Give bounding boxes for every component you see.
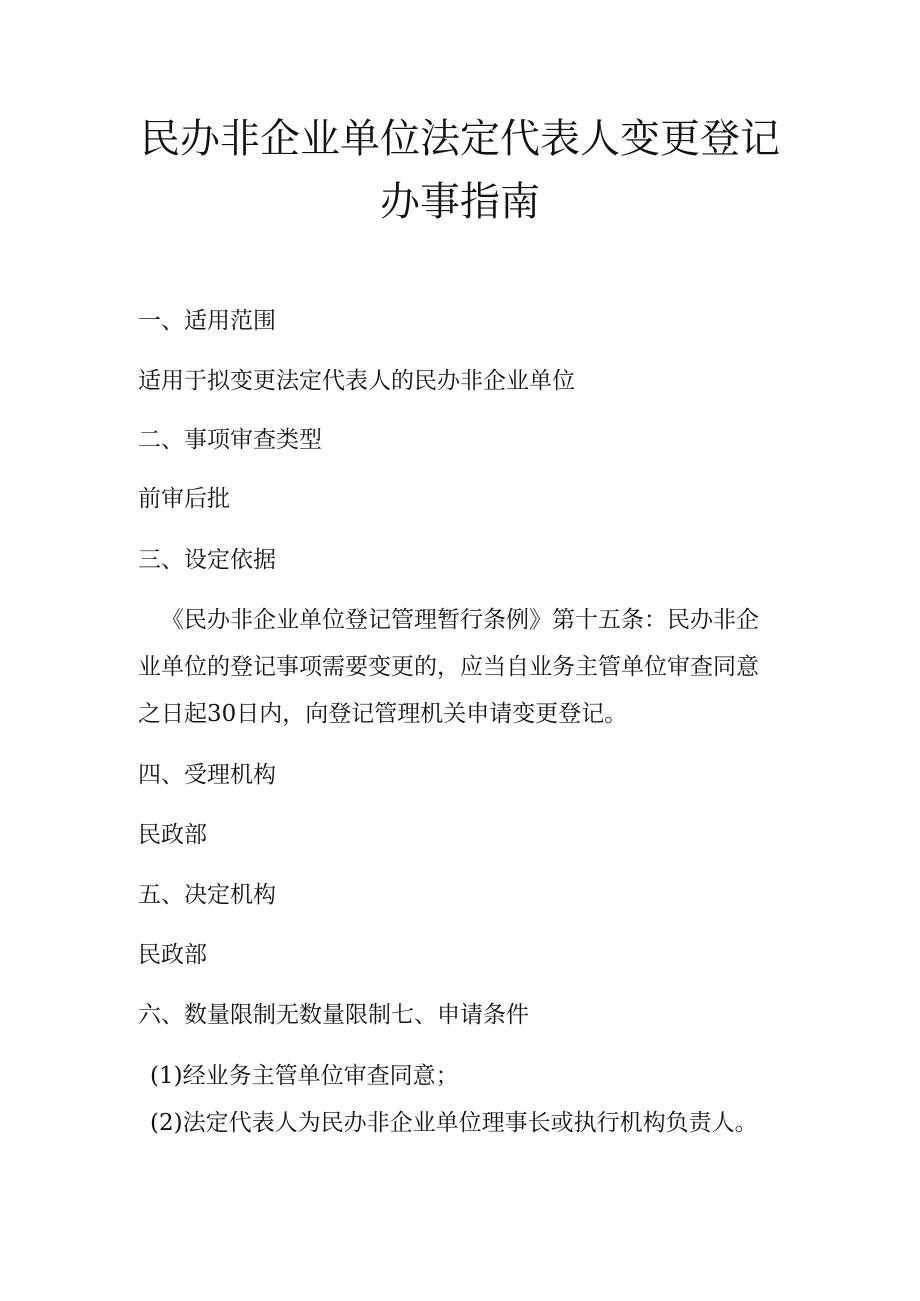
section-heading-review-type: 二、事项审查类型 <box>138 427 322 453</box>
condition-item-1: (1)经业务主管单位审查同意； <box>150 1063 459 1089</box>
condition-item-2: (2)法定代表人为民办非企业单位理事长或执行机构负责人。 <box>150 1110 758 1136</box>
section-heading-quantity-and-conditions: 六、数量限制无数量限制七、申请条件 <box>138 1002 529 1028</box>
section-body-review-type: 前审后批 <box>138 486 230 512</box>
section-heading-scope: 一、适用范围 <box>138 308 276 334</box>
section-heading-deciding-agency: 五、决定机构 <box>138 882 276 908</box>
section-body-accepting-agency: 民政部 <box>138 822 207 848</box>
section-heading-accepting-agency: 四、受理机构 <box>138 762 276 788</box>
section-body-deciding-agency: 民政部 <box>138 942 207 968</box>
section-heading-legal-basis: 三、设定依据 <box>138 547 276 573</box>
document-subtitle: 办事指南 <box>380 179 540 225</box>
document-title: 民办非企业单位法定代表人变更登记 <box>140 116 780 162</box>
section-body-scope: 适用于拟变更法定代表人的民办非企业单位 <box>138 368 575 394</box>
section-body-legal-basis: 《民办非企业单位登记管理暂行条例》第十五条：民办非企业单位的登记事项需要变更的，应当自业务主管单位审查同意之日起30日内，向登记管理机关申请变更登记。 <box>138 607 759 727</box>
